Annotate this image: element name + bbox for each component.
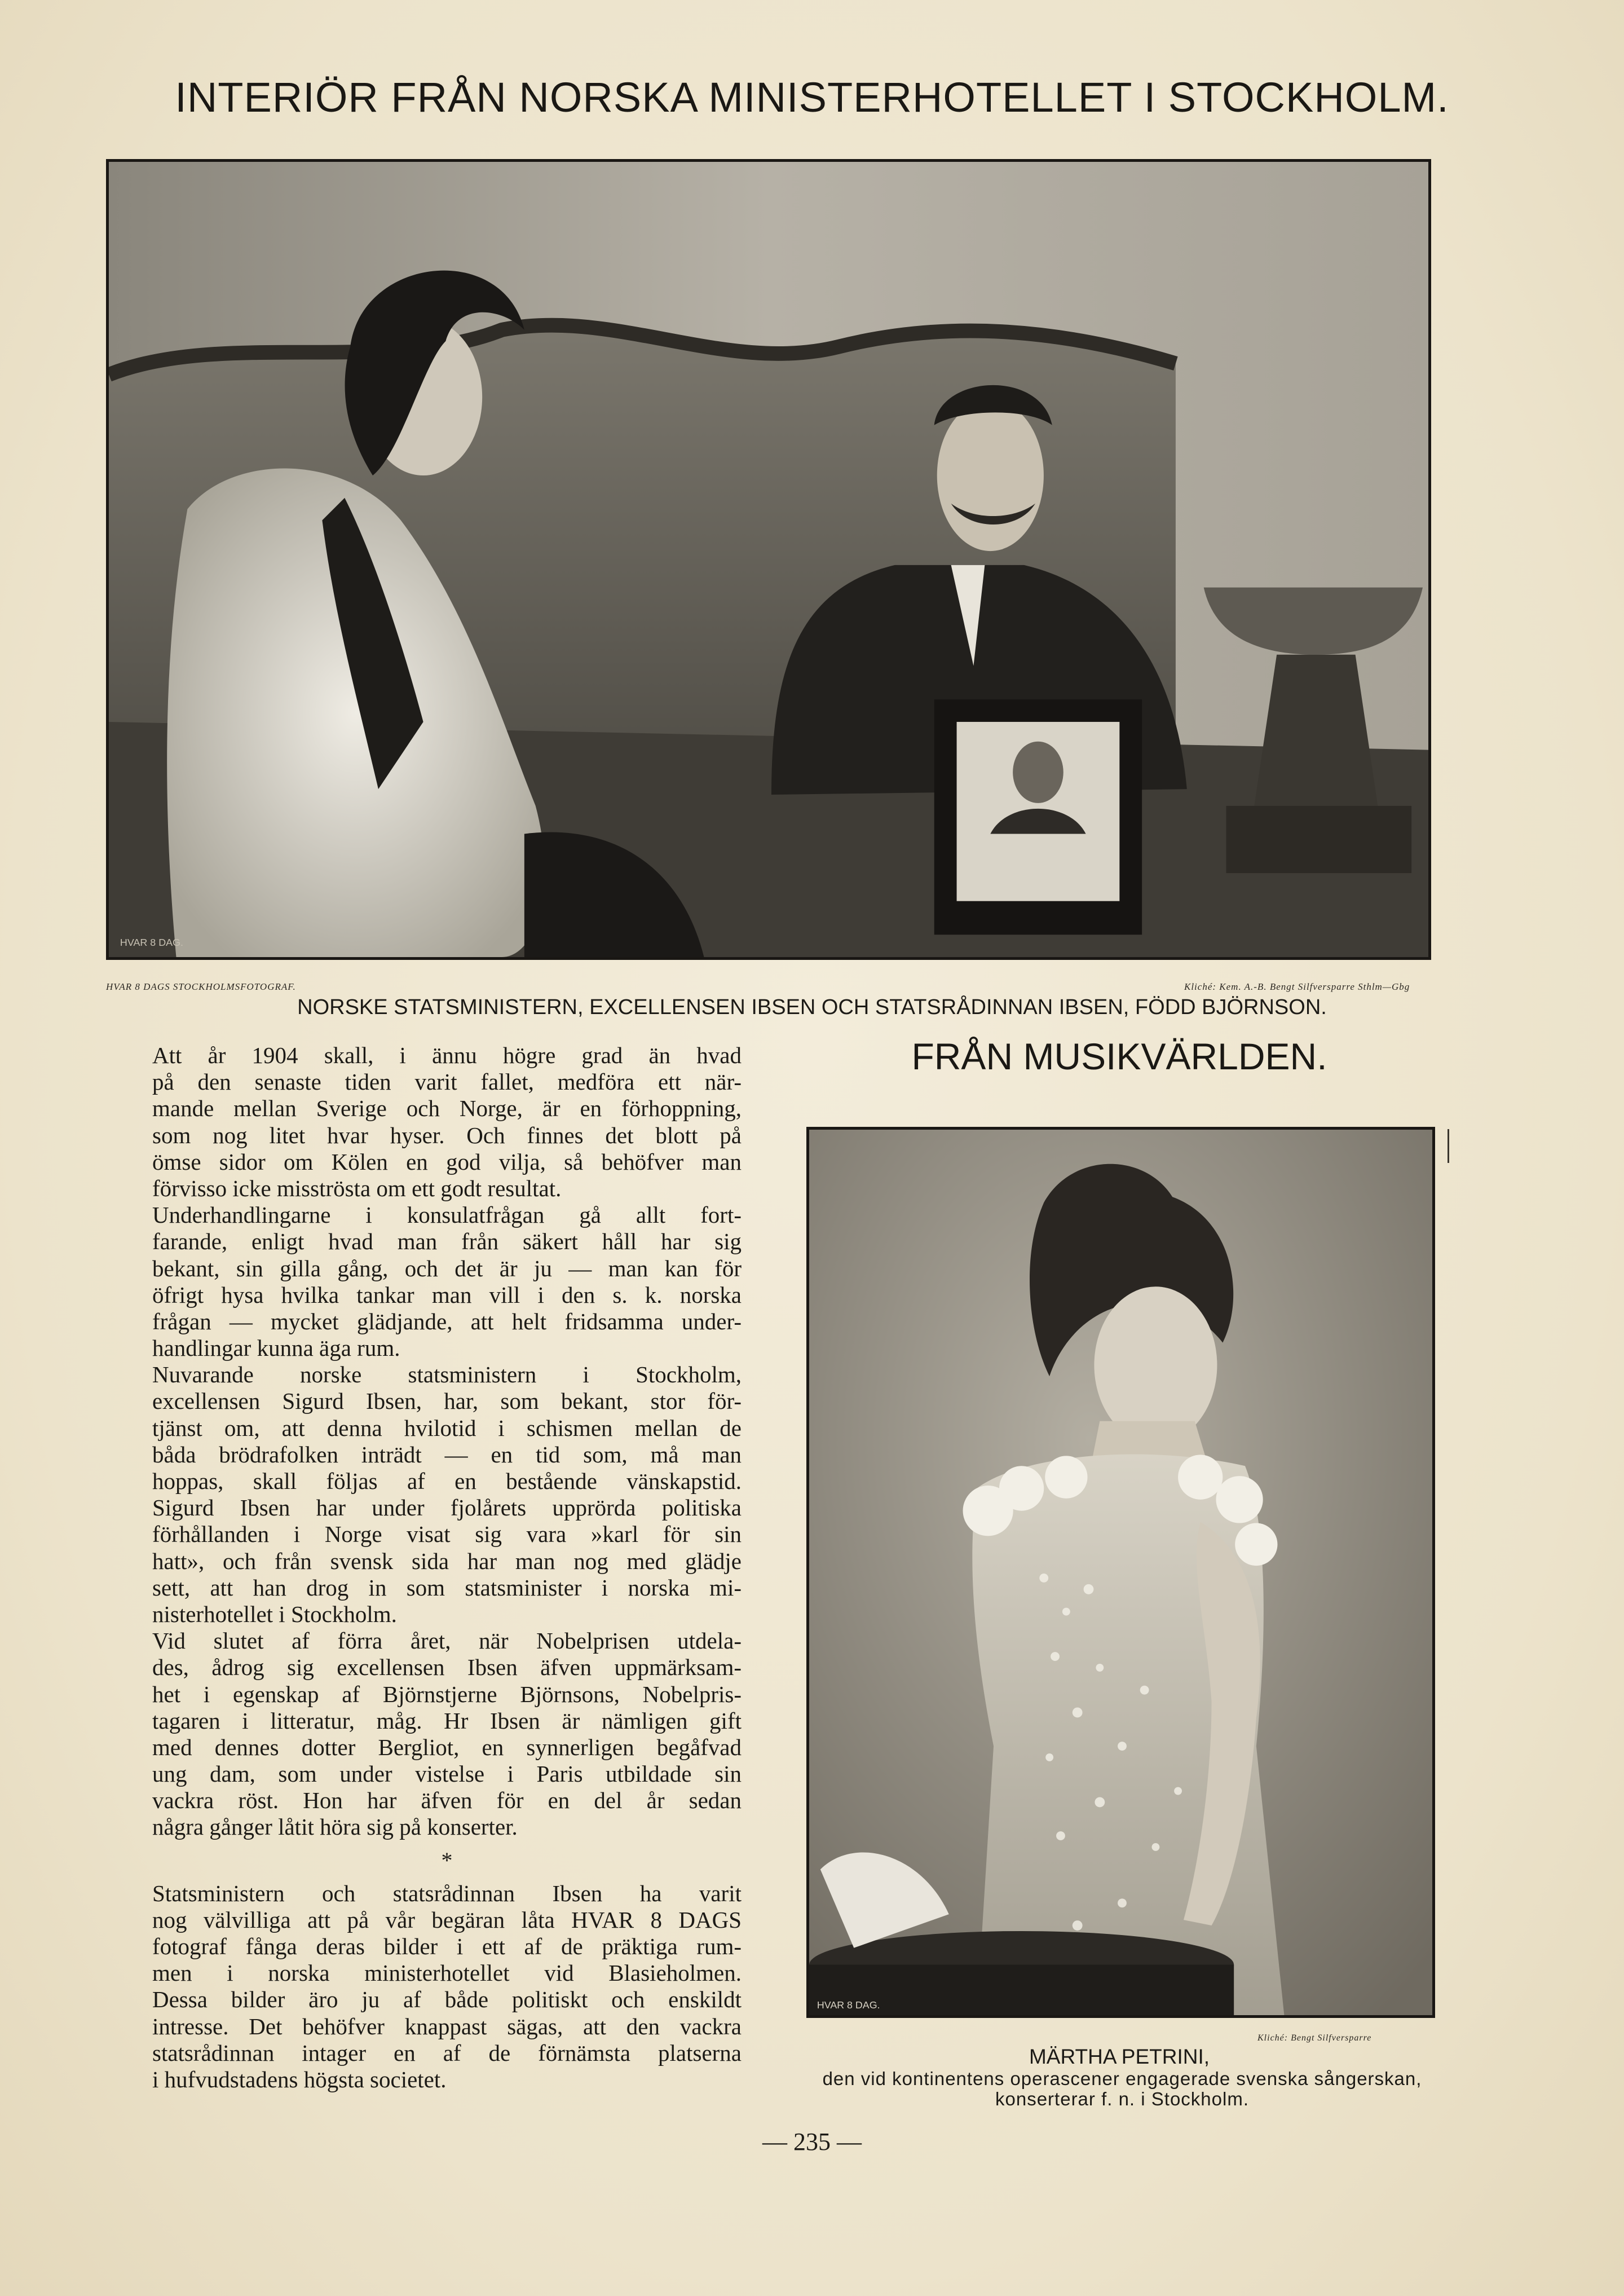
article-line: sett, att han drog in som statsminister i norska mi- xyxy=(152,1574,742,1601)
article-line: frågan — mycket glädjande, att helt fridsamma under- xyxy=(152,1308,742,1334)
portrait-watermark: HVAR 8 DAG. xyxy=(817,1999,880,2011)
article-line: statsrådinnan intager en af de förnämsta platserna xyxy=(152,2039,742,2066)
article-line: nisterhotellet i Stockholm. xyxy=(152,1601,397,1627)
article-line: några gånger låtit höra sig på konserter. xyxy=(152,1814,518,1840)
article-line: Dessa bilder äro ju af både politiskt och enskildt xyxy=(152,1986,742,2013)
portrait-caption-name: MÄRTHA PETRINI, xyxy=(1029,2045,1210,2068)
photographer-credit: HVAR 8 DAGS STOCKHOLMSFOTOGRAF. xyxy=(106,981,296,992)
engraving-credit: Kliché: Kem. A.-B. Bengt Silfversparre Sthlm—Gbg xyxy=(1184,981,1410,992)
singer-portrait-photograph xyxy=(806,1127,1435,2018)
article-line: farande, enligt hvad man från säkert håll har sig xyxy=(152,1228,742,1255)
music-section-title: FRÅN MUSIKVÄRLDEN. xyxy=(911,1035,1327,1077)
article-line: men i norska ministerhotellet vid Blasieholmen. xyxy=(152,1960,742,1986)
article-line: ung dam, som under vistelse i Paris utbildade sin xyxy=(152,1761,742,1787)
article-line: handlingar kunna äga rum. xyxy=(152,1335,400,1361)
article-body xyxy=(152,1042,742,2093)
article-line: Nuvarande norske statsministern i Stockholm, xyxy=(152,1361,742,1388)
article-line: hatt», och från svensk sida har man nog med glädje xyxy=(152,1548,742,1574)
article-line: Statsministern och statsrådinnan Ibsen ha varit xyxy=(152,1880,742,1906)
portrait-caption-description: den vid kontinentens operascener engagerade svenska sångerskan, konserterar f. n. i Stockholm. xyxy=(822,2068,1422,2109)
article-line: excellensen Sigurd Ibsen, har, som bekant, stor för- xyxy=(152,1388,742,1414)
article-line: het i egenskap af Björnstjerne Björnsons, Nobelpris- xyxy=(152,1681,742,1707)
article-line: Sigurd Ibsen har under fjolårets upprörda politiska xyxy=(152,1495,742,1521)
page-title: INTERIÖR FRÅN NORSKA MINISTERHOTELLET I STOCKHOLM. xyxy=(175,74,1449,121)
article-line: bekant, sin gilla gång, och det är ju — man kan för xyxy=(152,1255,742,1281)
article-line: mande mellan Sverige och Norge, är en förhoppning, xyxy=(152,1095,742,1122)
article-line: öfrigt hysa hvilka tankar man vill i den s. k. norska xyxy=(152,1281,742,1308)
page-number: — 235 — xyxy=(762,2128,862,2156)
interior-photograph xyxy=(106,159,1431,960)
interior-photo-illustration xyxy=(109,162,1428,957)
article-line: Vid slutet af förra året, när Nobelprisen utdela- xyxy=(152,1628,742,1654)
section-separator: * xyxy=(441,1847,453,1873)
article-line: nog välvilliga att på vår begäran låta HVAR 8 DAGS xyxy=(152,1906,742,1933)
article-line: på den senaste tiden varit fallet, medföra ett när- xyxy=(152,1069,742,1095)
article-line: ömse sidor om Kölen en god vilja, så behöfver man xyxy=(152,1148,742,1175)
article-line: i hufvudstadens högsta societet. xyxy=(152,2066,447,2092)
article-line: tagaren i litteratur, måg. Hr Ibsen är nämligen gift xyxy=(152,1707,742,1734)
article-line: tjänst om, att denna hvilotid i schismen mellan de xyxy=(152,1414,742,1441)
article-line: intresse. Det behöfver knappast sägas, att den vackra xyxy=(152,2013,742,2039)
article-line: fotograf fånga deras bilder i ett af de präktiga rum- xyxy=(152,1933,742,1959)
article-line: hoppas, skall följas af en bestående vänskapstid. xyxy=(152,1468,742,1494)
article-line: Att år 1904 skall, i ännu högre grad än hvad xyxy=(152,1042,742,1068)
top-photo-caption: NORSKE STATSMINISTERN, EXCELLENSEN IBSEN OCH STATSRÅDINNAN IBSEN, FÖDD BJÖRNSON. xyxy=(297,995,1327,1019)
article-line: vackra röst. Hon har äfven för en del år sedan xyxy=(152,1787,742,1814)
photo-watermark: HVAR 8 DAG. xyxy=(120,937,183,949)
article-line: båda brödrafolken inträdt — en tid som, må man xyxy=(152,1441,742,1467)
article-line: Underhandlingarne i konsulatfrågan gå allt fort- xyxy=(152,1202,742,1228)
article-line: des, ådrog sig excellensen Ibsen äfven uppmärksam- xyxy=(152,1654,742,1681)
singer-portrait-illustration xyxy=(809,1130,1432,2015)
article-line: förvisso icke misströsta om ett godt resultat. xyxy=(152,1175,562,1201)
article-line: med dennes dotter Bergliot, en synnerligen begåfvad xyxy=(152,1734,742,1760)
article-line: förhållanden i Norge visat sig vara »karl för sin xyxy=(152,1521,742,1548)
column-rule xyxy=(1448,1129,1449,1163)
portrait-credit: Kliché: Bengt Silfversparre xyxy=(1257,2033,1372,2043)
article-line: som nog litet hvar hyser. Och finnes det blott på xyxy=(152,1122,742,1148)
